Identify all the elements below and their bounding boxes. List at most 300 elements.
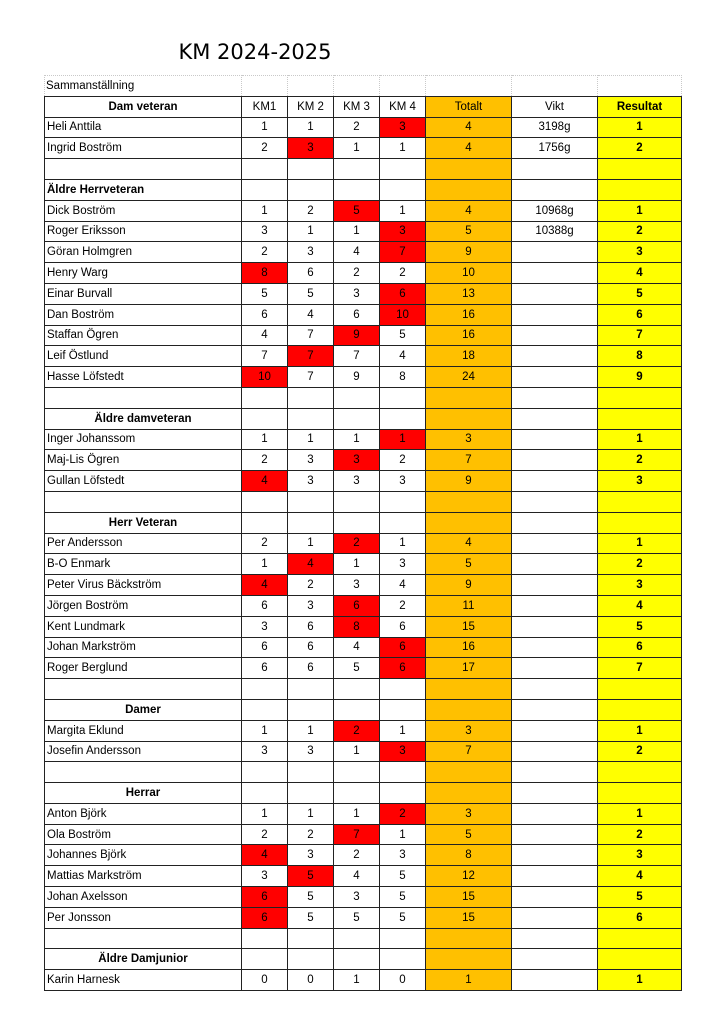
empty-cell: [242, 512, 288, 533]
total-score: 3: [426, 803, 512, 824]
empty-cell: [288, 512, 334, 533]
km2-score: 5: [288, 887, 334, 908]
km3-score: 2: [334, 845, 380, 866]
empty-cell: [334, 491, 380, 512]
km2-score: 5: [288, 866, 334, 887]
section-title: Damer: [45, 699, 242, 720]
empty-cell: [334, 408, 380, 429]
competitor-name: Ola Boström: [45, 824, 242, 845]
km4-score: 3: [380, 221, 426, 242]
vikt-value: [512, 533, 598, 554]
total-cell: [426, 928, 512, 949]
result-place: 5: [598, 887, 682, 908]
vikt-value: [512, 741, 598, 762]
competitor-name: Jörgen Boström: [45, 595, 242, 616]
total-score: 9: [426, 471, 512, 492]
km1-score: 1: [242, 117, 288, 138]
km2-score: 2: [288, 824, 334, 845]
result-place: 4: [598, 595, 682, 616]
km3-score: 7: [334, 824, 380, 845]
competitor-row: [45, 845, 682, 866]
competitor-name: Margita Eklund: [45, 720, 242, 741]
result-cell: [598, 159, 682, 180]
km3-score: 1: [334, 221, 380, 242]
result-place: 6: [598, 907, 682, 928]
vikt-value: 10968g: [512, 200, 598, 221]
empty-cell: [380, 679, 426, 700]
competitor-row: [45, 887, 682, 908]
total-score: 3: [426, 720, 512, 741]
km1-score: 4: [242, 471, 288, 492]
km1-score: 6: [242, 887, 288, 908]
competitor-name: Mattias Markström: [45, 866, 242, 887]
blank-row: [45, 387, 682, 408]
km2-score: 4: [288, 304, 334, 325]
km3-score: 4: [334, 637, 380, 658]
empty-cell: [512, 928, 598, 949]
competitor-name: Johan Axelsson: [45, 887, 242, 908]
vikt-value: [512, 346, 598, 367]
km3-score: 2: [334, 263, 380, 284]
vikt-value: [512, 304, 598, 325]
empty-cell: [334, 783, 380, 804]
competitor-name: Dan Boström: [45, 304, 242, 325]
total-score: 9: [426, 242, 512, 263]
km1-score: 1: [242, 554, 288, 575]
km1-score: 2: [242, 533, 288, 554]
competitor-row: [45, 554, 682, 575]
column-header-total: Totalt: [426, 96, 512, 117]
column-header-resultat: Resultat: [598, 96, 682, 117]
vikt-value: 10388g: [512, 221, 598, 242]
km4-score: 2: [380, 263, 426, 284]
section-title: Herrar: [45, 783, 242, 804]
column-header-km2: KM 2: [288, 96, 334, 117]
competitor-row: [45, 283, 682, 304]
vikt-value: [512, 263, 598, 284]
km3-score: 1: [334, 741, 380, 762]
competitor-name: Roger Berglund: [45, 658, 242, 679]
km3-score: 3: [334, 450, 380, 471]
result-place: 1: [598, 803, 682, 824]
result-place: 1: [598, 970, 682, 991]
total-score: 16: [426, 304, 512, 325]
km2-score: 1: [288, 803, 334, 824]
km3-score: 3: [334, 887, 380, 908]
km4-score: 10: [380, 304, 426, 325]
empty-cell: [242, 928, 288, 949]
competitor-row: [45, 450, 682, 471]
empty-cell: [242, 762, 288, 783]
result-place: 1: [598, 533, 682, 554]
competitor-name: Heli Anttila: [45, 117, 242, 138]
empty-cell: [334, 949, 380, 970]
competitor-row: [45, 595, 682, 616]
km1-score: 2: [242, 824, 288, 845]
result-cell: [598, 408, 682, 429]
km2-score: 2: [288, 575, 334, 596]
km1-score: 0: [242, 970, 288, 991]
total-score: 11: [426, 595, 512, 616]
km4-score: 0: [380, 970, 426, 991]
result-place: 1: [598, 117, 682, 138]
empty-cell: [512, 512, 598, 533]
empty-cell: [334, 762, 380, 783]
km1-score: 5: [242, 283, 288, 304]
competitor-row: [45, 221, 682, 242]
total-score: 7: [426, 450, 512, 471]
km4-score: 4: [380, 575, 426, 596]
vikt-value: [512, 242, 598, 263]
km4-score: 8: [380, 367, 426, 388]
km4-score: 4: [380, 346, 426, 367]
km2-score: 6: [288, 658, 334, 679]
total-score: 18: [426, 346, 512, 367]
km1-score: 3: [242, 866, 288, 887]
competitor-row: [45, 346, 682, 367]
column-header-km1: KM1: [242, 96, 288, 117]
competitor-name: Leif Östlund: [45, 346, 242, 367]
vikt-value: 1756g: [512, 138, 598, 159]
km3-score: 1: [334, 970, 380, 991]
result-cell: [598, 762, 682, 783]
competitor-row: [45, 741, 682, 762]
total-score: 8: [426, 845, 512, 866]
empty-cell: [334, 679, 380, 700]
km1-score: 1: [242, 720, 288, 741]
total-score: 15: [426, 616, 512, 637]
total-score: 1: [426, 970, 512, 991]
empty-cell: [45, 387, 242, 408]
km3-score: 3: [334, 575, 380, 596]
result-place: 3: [598, 242, 682, 263]
competitor-row: [45, 429, 682, 450]
empty-cell: [45, 762, 242, 783]
total-score: 13: [426, 283, 512, 304]
result-cell: [598, 783, 682, 804]
total-cell: [426, 159, 512, 180]
competitor-name: Per Andersson: [45, 533, 242, 554]
competitor-row: [45, 637, 682, 658]
vikt-value: [512, 471, 598, 492]
empty-cell: [242, 408, 288, 429]
result-place: 5: [598, 616, 682, 637]
competitor-name: Per Jonsson: [45, 907, 242, 928]
result-place: 3: [598, 575, 682, 596]
result-place: 2: [598, 741, 682, 762]
km3-score: 6: [334, 595, 380, 616]
result-place: 9: [598, 367, 682, 388]
empty-cell: [288, 387, 334, 408]
total-cell: [426, 762, 512, 783]
empty-cell: [512, 491, 598, 512]
km2-score: 3: [288, 471, 334, 492]
km4-score: 5: [380, 325, 426, 346]
km2-score: 1: [288, 117, 334, 138]
km3-score: 5: [334, 200, 380, 221]
page-title: KM 2024-2025: [178, 40, 332, 64]
competitor-row: [45, 138, 682, 159]
vikt-value: [512, 658, 598, 679]
result-place: 3: [598, 471, 682, 492]
empty-cell: [288, 679, 334, 700]
total-score: 17: [426, 658, 512, 679]
km1-score: 4: [242, 575, 288, 596]
empty-cell: [242, 699, 288, 720]
competitor-row: [45, 117, 682, 138]
km3-score: 2: [334, 533, 380, 554]
km3-score: 4: [334, 242, 380, 263]
total-cell: [426, 387, 512, 408]
km3-score: 6: [334, 304, 380, 325]
empty-cell: [512, 699, 598, 720]
km1-score: 6: [242, 658, 288, 679]
km2-score: 1: [288, 429, 334, 450]
empty-cell: [512, 387, 598, 408]
km1-score: 1: [242, 803, 288, 824]
km1-score: 1: [242, 200, 288, 221]
empty-cell: [334, 512, 380, 533]
competitor-row: [45, 471, 682, 492]
result-cell: [598, 387, 682, 408]
empty-cell: [380, 512, 426, 533]
km1-score: 4: [242, 845, 288, 866]
total-score: 4: [426, 138, 512, 159]
empty-cell: [242, 159, 288, 180]
km4-score: 5: [380, 887, 426, 908]
km1-score: 1: [242, 429, 288, 450]
km4-score: 1: [380, 429, 426, 450]
column-header-vikt: Vikt: [512, 96, 598, 117]
total-cell: [426, 512, 512, 533]
km1-score: 6: [242, 595, 288, 616]
competitor-row: [45, 907, 682, 928]
competitor-row: [45, 616, 682, 637]
total-score: 15: [426, 907, 512, 928]
km4-score: 6: [380, 616, 426, 637]
km4-score: 2: [380, 450, 426, 471]
empty-cell: [288, 928, 334, 949]
total-cell: [426, 179, 512, 200]
km3-score: 9: [334, 325, 380, 346]
empty-cell: [242, 679, 288, 700]
km4-score: 2: [380, 595, 426, 616]
blank-row: [45, 679, 682, 700]
km1-score: 2: [242, 138, 288, 159]
empty-cell: [380, 408, 426, 429]
section-row: [45, 512, 682, 533]
result-cell: [598, 679, 682, 700]
empty-cell: [512, 783, 598, 804]
empty-cell: [380, 762, 426, 783]
empty-cell: [512, 408, 598, 429]
competitor-name: Johannes Björk: [45, 845, 242, 866]
empty-cell: [288, 699, 334, 720]
result-place: 2: [598, 554, 682, 575]
km1-score: 6: [242, 304, 288, 325]
result-place: 2: [598, 221, 682, 242]
subtitle: Sammanställning: [45, 76, 242, 97]
empty-cell: [242, 387, 288, 408]
empty-cell: [512, 179, 598, 200]
empty-cell: [242, 179, 288, 200]
empty-cell: [45, 159, 242, 180]
km4-score: 6: [380, 658, 426, 679]
section-row: [45, 408, 682, 429]
empty-cell: [334, 928, 380, 949]
km2-score: 5: [288, 283, 334, 304]
empty-cell: [334, 179, 380, 200]
empty-cell: [380, 783, 426, 804]
column-header-km4: KM 4: [380, 96, 426, 117]
km2-score: 4: [288, 554, 334, 575]
km4-score: 6: [380, 283, 426, 304]
empty-cell: [288, 408, 334, 429]
empty-cell: [288, 491, 334, 512]
vikt-value: [512, 845, 598, 866]
empty-cell: [288, 949, 334, 970]
vikt-value: [512, 970, 598, 991]
blank-row: [45, 928, 682, 949]
competitor-name: Gullan Löfstedt: [45, 471, 242, 492]
blank-row: [45, 491, 682, 512]
result-cell: [598, 491, 682, 512]
km2-score: 3: [288, 741, 334, 762]
empty-cell: [334, 159, 380, 180]
total-score: 7: [426, 741, 512, 762]
km4-score: 3: [380, 741, 426, 762]
km3-score: 3: [334, 471, 380, 492]
result-cell: [598, 699, 682, 720]
km2-score: 1: [288, 720, 334, 741]
competitor-name: Johan Markström: [45, 637, 242, 658]
total-score: 12: [426, 866, 512, 887]
empty-cell: [512, 762, 598, 783]
competitor-row: [45, 242, 682, 263]
km3-score: 1: [334, 554, 380, 575]
result-place: 8: [598, 346, 682, 367]
empty-cell: [380, 491, 426, 512]
result-place: 4: [598, 866, 682, 887]
total-cell: [426, 491, 512, 512]
km1-score: 4: [242, 325, 288, 346]
km1-score: 2: [242, 450, 288, 471]
results-table: [44, 75, 682, 991]
competitor-name: Dick Boström: [45, 200, 242, 221]
km2-score: 3: [288, 242, 334, 263]
total-score: 4: [426, 117, 512, 138]
subtitle-row: [45, 76, 682, 97]
km2-score: 3: [288, 595, 334, 616]
competitor-row: [45, 325, 682, 346]
total-cell: [426, 699, 512, 720]
km2-score: 7: [288, 325, 334, 346]
vikt-value: [512, 637, 598, 658]
competitor-row: [45, 533, 682, 554]
total-score: 16: [426, 637, 512, 658]
total-cell: [426, 949, 512, 970]
km3-score: 1: [334, 138, 380, 159]
result-cell: [598, 512, 682, 533]
km1-score: 6: [242, 907, 288, 928]
km3-score: 2: [334, 720, 380, 741]
result-place: 7: [598, 325, 682, 346]
km2-score: 7: [288, 367, 334, 388]
km2-score: 6: [288, 616, 334, 637]
result-cell: [598, 928, 682, 949]
km2-score: 6: [288, 263, 334, 284]
vikt-value: [512, 887, 598, 908]
empty-cell: [380, 949, 426, 970]
result-place: 2: [598, 450, 682, 471]
km3-score: 4: [334, 866, 380, 887]
empty-cell: [288, 179, 334, 200]
km4-score: 1: [380, 824, 426, 845]
km2-score: 1: [288, 533, 334, 554]
competitor-row: [45, 824, 682, 845]
km4-score: 6: [380, 637, 426, 658]
competitor-name: Hasse Löfstedt: [45, 367, 242, 388]
competitor-row: [45, 658, 682, 679]
km2-score: 1: [288, 221, 334, 242]
empty-cell: [334, 699, 380, 720]
competitor-name: Einar Burvall: [45, 283, 242, 304]
empty-cell: [242, 783, 288, 804]
vikt-value: [512, 367, 598, 388]
km1-score: 7: [242, 346, 288, 367]
result-place: 5: [598, 283, 682, 304]
km4-score: 3: [380, 117, 426, 138]
competitor-row: [45, 970, 682, 991]
km3-score: 8: [334, 616, 380, 637]
vikt-value: [512, 575, 598, 596]
km4-score: 1: [380, 720, 426, 741]
empty-cell: [45, 491, 242, 512]
competitor-name: Kent Lundmark: [45, 616, 242, 637]
section-row: [45, 949, 682, 970]
competitor-row: [45, 200, 682, 221]
empty-cell: [45, 679, 242, 700]
km4-score: 1: [380, 138, 426, 159]
km2-score: 2: [288, 200, 334, 221]
total-score: 3: [426, 429, 512, 450]
km4-score: 5: [380, 907, 426, 928]
competitor-row: [45, 304, 682, 325]
vikt-value: [512, 429, 598, 450]
vikt-value: [512, 616, 598, 637]
result-cell: [598, 949, 682, 970]
km1-score: 2: [242, 242, 288, 263]
competitor-name: Maj-Lis Ögren: [45, 450, 242, 471]
km4-score: 3: [380, 554, 426, 575]
vikt-value: [512, 803, 598, 824]
empty-cell: [512, 159, 598, 180]
vikt-value: [512, 907, 598, 928]
empty-cell: [380, 928, 426, 949]
vikt-value: 3198g: [512, 117, 598, 138]
competitor-name: Staffan Ögren: [45, 325, 242, 346]
vikt-value: [512, 554, 598, 575]
km1-score: 3: [242, 741, 288, 762]
total-score: 16: [426, 325, 512, 346]
competitor-name: Henry Warg: [45, 263, 242, 284]
km3-score: 1: [334, 429, 380, 450]
section-title: Dam veteran: [45, 96, 242, 117]
km2-score: 3: [288, 138, 334, 159]
competitor-row: [45, 720, 682, 741]
competitor-name: Inger Johanssom: [45, 429, 242, 450]
total-cell: [426, 408, 512, 429]
